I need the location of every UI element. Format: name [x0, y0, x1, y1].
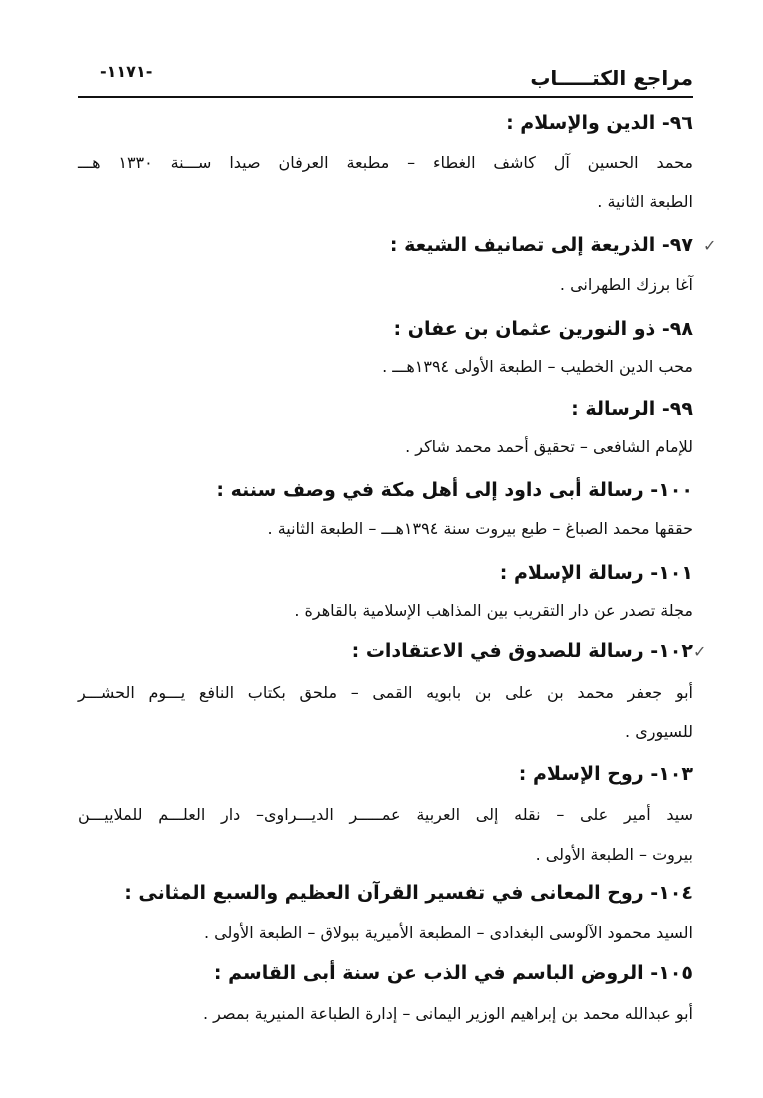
entry-text: مجلة تصدر عن دار التقريب بين المذاهب الإسلامية بالقاهرة . [294, 601, 693, 620]
page-number: -١١٧١- [100, 62, 153, 81]
entry-heading: ١٠٥- الروض الباسم في الذب عن سنة أبى القاسم : [213, 962, 693, 984]
entry-text: بيروت – الطبعة الأولى . [535, 845, 693, 864]
entry-heading: ٩٨- ذو النورين عثمان بن عفان : [393, 318, 693, 340]
entry-text: الطبعة الثانية . [597, 192, 693, 211]
entry-text: أبو عبدالله محمد بن إبراهيم الوزير اليمانى – إدارة الطباعة المنيرية بمصر . [202, 1004, 693, 1023]
entry-heading: ١٠١- رسالة الإسلام : [499, 562, 693, 584]
page-header [78, 58, 693, 98]
check-mark-icon: ✓ [703, 236, 717, 255]
entry-text: آغا برزك الطهرانى . [559, 275, 693, 294]
entry-heading: ١٠٤- روح المعانى في تفسير القرآن العظيم والسبع المثانى : [124, 882, 693, 904]
section-title: مراجع الكتـــــاب [530, 66, 693, 90]
entry-heading: ١٠٣- روح الإسلام : [518, 763, 693, 785]
entry-text: للإمام الشافعى – تحقيق أحمد محمد شاكر . [405, 437, 693, 456]
entry-text: السيد محمود الآلوسى البغدادى – المطبعة الأميرية ببولاق – الطبعة الأولى . [203, 923, 693, 942]
entry-text: سيد أمير على – نقله إلى العربية عمـــــر الديـــراوى– دار العلـــم للملاييـــن [78, 805, 693, 824]
entry-text: أبو جعفر محمد بن على بن بابويه القمى – ملحق بكتاب النافع يـــوم الحشـــر [78, 683, 693, 702]
entry-text: للسيورى . [625, 722, 693, 741]
entry-text: حققها محمد الصباغ – طبع بيروت سنة ١٣٩٤هـــ – الطبعة الثانية . [267, 519, 693, 538]
entry-heading: ١٠٢- رسالة للصدوق في الاعتقادات : [351, 640, 693, 662]
entry-heading: ١٠٠- رسالة أبى داود إلى أهل مكة في وصف سننه : [216, 479, 693, 501]
entry-heading: ٩٩- الرسالة : [571, 398, 693, 420]
check-mark-icon: ✓ [693, 642, 707, 661]
entry-text: محب الدين الخطيب – الطبعة الأولى ١٣٩٤هـــ . [382, 357, 693, 376]
entry-heading: ٩٧- الذريعة إلى تصانيف الشيعة : [389, 234, 693, 256]
entry-text: محمد الحسين آل كاشف الغطاء – مطبعة العرفان صيدا ســـنة ١٣٣٠ هـــ [78, 153, 693, 172]
entry-heading: ٩٦- الدين والإسلام : [506, 112, 693, 134]
